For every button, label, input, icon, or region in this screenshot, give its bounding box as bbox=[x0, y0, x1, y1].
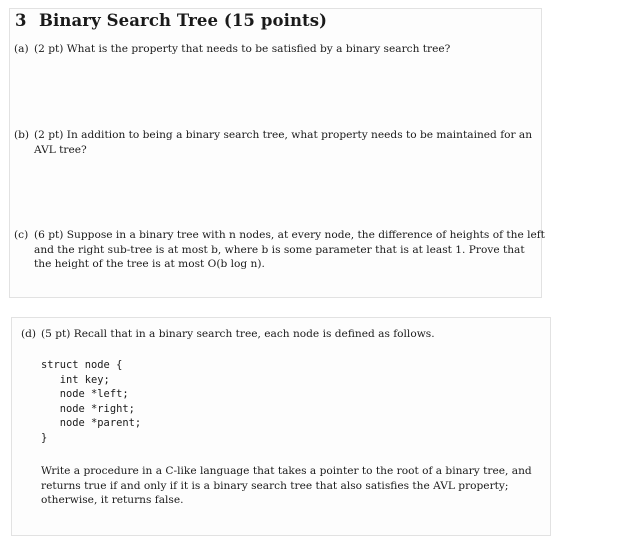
question-b-text bbox=[34, 128, 533, 157]
section-number: 3 bbox=[15, 11, 27, 30]
question-a-line: What is the property that needs to be satisfied by a binary search tree? bbox=[66, 43, 451, 55]
question-a-points: (2 pt) bbox=[34, 43, 64, 55]
question-c-line: Suppose in a binary tree with n nodes, at every node, the difference of heights of the left bbox=[66, 229, 545, 241]
question-b-label: (b) bbox=[14, 129, 30, 141]
question-d-intro bbox=[41, 327, 435, 342]
question-d-intro-text: Recall that in a binary search tree, each node is defined as follows. bbox=[73, 328, 435, 340]
question-c-line: the height of the tree is at most O(b log n). bbox=[34, 258, 265, 270]
code-line: struct node { bbox=[41, 359, 123, 371]
question-c-line: and the right sub-tree is at most b, where b is some parameter that is at least 1. Prove that bbox=[34, 243, 525, 256]
question-d-line: Write a procedure in a C-like language that takes a pointer to the root of a binary tree, and bbox=[41, 465, 532, 477]
question-b-line: In addition to being a binary search tree, what property needs to be maintained for an bbox=[66, 129, 533, 141]
question-c-points: (6 pt) bbox=[34, 229, 64, 241]
code-line: int key; bbox=[41, 373, 110, 386]
question-a-text bbox=[34, 42, 450, 57]
question-c-label: (c) bbox=[14, 229, 29, 241]
question-d-label: (d) bbox=[21, 328, 37, 340]
question-b-line: AVL tree? bbox=[34, 143, 87, 156]
question-d-task bbox=[41, 464, 532, 508]
section-title: Binary Search Tree (15 points) bbox=[39, 11, 328, 30]
code-line: node *parent; bbox=[41, 417, 142, 430]
question-d-line: otherwise, it returns false. bbox=[41, 494, 184, 506]
code-line: node *right; bbox=[41, 402, 135, 415]
code-line: node *left; bbox=[41, 388, 129, 401]
section-heading bbox=[15, 11, 327, 30]
code-line: } bbox=[41, 431, 48, 444]
question-c-text bbox=[34, 228, 545, 272]
struct-node-code bbox=[41, 358, 141, 446]
question-d-line: returns true if and only if it is a binary search tree that also satisfies the AVL property; bbox=[41, 479, 509, 492]
question-a-label: (a) bbox=[14, 43, 29, 55]
question-b-points: (2 pt) bbox=[34, 129, 64, 141]
question-d-points: (5 pt) bbox=[41, 328, 71, 340]
